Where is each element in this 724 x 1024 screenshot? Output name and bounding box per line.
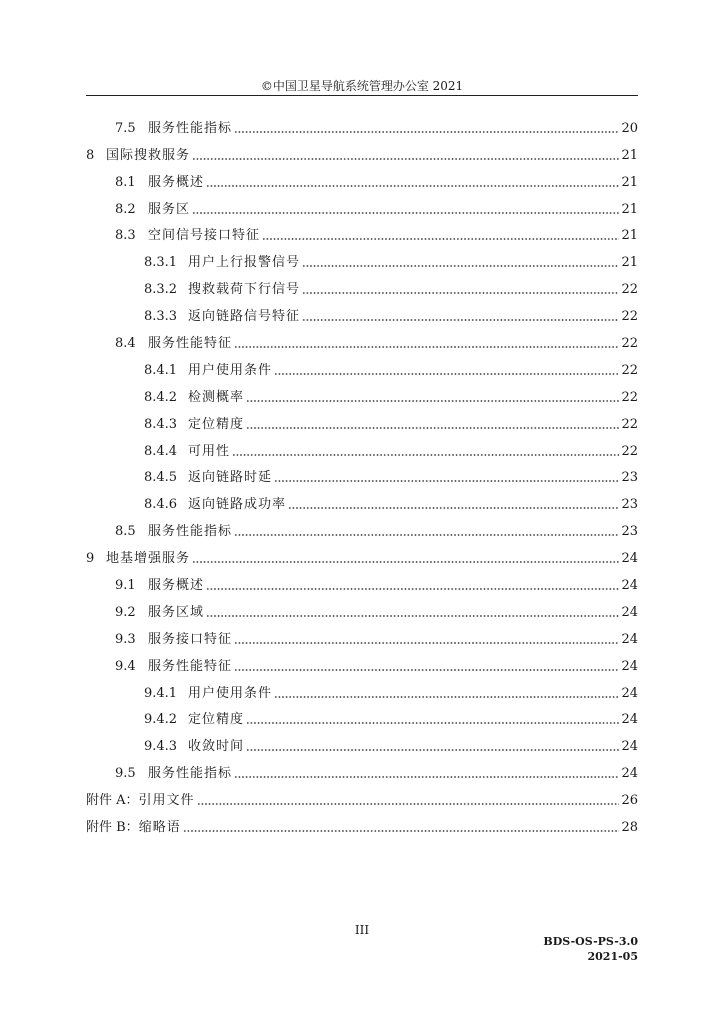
- dot-leader: [274, 372, 619, 376]
- toc-entry-page: 22: [621, 389, 638, 405]
- toc-entry-number: 9.4: [115, 658, 136, 674]
- toc-entry-number: 9.4.3: [144, 739, 178, 755]
- toc-entry-number: 8.3.1: [144, 255, 178, 271]
- toc-entry-page: 20: [621, 120, 638, 136]
- toc-entry[interactable]: [86, 222, 638, 249]
- toc-entry-page: 22: [621, 309, 638, 325]
- toc-entry-page: 24: [621, 712, 638, 728]
- toc-entry-number: 8.4.1: [144, 362, 178, 378]
- dot-leader: [192, 211, 619, 215]
- toc-entry-page: 22: [621, 416, 638, 432]
- dot-leader: [183, 829, 620, 833]
- toc-entry-title: 服务性能指标: [148, 524, 233, 540]
- dot-leader: [232, 453, 619, 457]
- toc-entry-number: 附件 B：: [86, 820, 139, 836]
- toc-entry-title: 用户上行报警信号: [188, 255, 301, 271]
- toc-entry-title: 服务接口特征: [148, 631, 233, 647]
- dot-leader: [234, 641, 619, 645]
- dot-leader: [234, 668, 619, 672]
- toc-entry-number: 8.4.6: [144, 497, 178, 513]
- toc-entry[interactable]: [86, 329, 638, 356]
- toc-entry-title: 服务概述: [148, 578, 205, 594]
- toc-entry-number: 9.1: [115, 578, 136, 594]
- toc-entry[interactable]: [86, 302, 638, 329]
- toc-entry-title: 地基增强服务: [106, 551, 191, 567]
- dot-leader: [234, 533, 619, 537]
- dot-leader: [302, 318, 619, 322]
- toc-entry-number: 8.4.5: [144, 470, 178, 486]
- toc-entry-title: 服务性能指标: [148, 766, 233, 782]
- toc-entry[interactable]: [86, 759, 638, 786]
- toc-entry-page: 24: [621, 551, 638, 567]
- toc-entry-number: 8.5: [115, 524, 136, 540]
- toc-entry[interactable]: [86, 625, 638, 652]
- toc-entry[interactable]: [86, 114, 638, 141]
- toc-entry-title: 缩略语: [138, 820, 181, 836]
- dot-leader: [197, 802, 620, 806]
- document-id: BDS-OS-PS-3.0: [543, 935, 638, 948]
- toc-entry-title: 用户使用条件: [188, 685, 273, 701]
- toc-entry-number: 9.5: [115, 766, 136, 782]
- toc-entry-title: 返向链路信号特征: [188, 309, 301, 325]
- toc-entry[interactable]: [86, 598, 638, 625]
- toc-entry-number: 8.4: [115, 336, 136, 352]
- dot-leader: [288, 506, 619, 510]
- toc-entry-number: 8.3: [115, 228, 136, 244]
- toc-entry-title: 服务性能特征: [148, 658, 233, 674]
- dot-leader: [246, 426, 619, 430]
- toc-entry[interactable]: [86, 679, 638, 706]
- toc-entry-number: 9.3: [115, 631, 136, 647]
- toc-entry-page: 28: [621, 820, 638, 836]
- toc-entry-page: 24: [621, 766, 638, 782]
- toc-entry[interactable]: [86, 813, 638, 840]
- toc-entry-page: 21: [621, 147, 638, 163]
- toc-entry-title: 服务概述: [148, 174, 205, 190]
- dot-leader: [246, 399, 619, 403]
- toc-entry-number: 9.4.1: [144, 685, 178, 701]
- toc-entry-title: 返向链路成功率: [188, 497, 287, 513]
- toc-entry[interactable]: [86, 464, 638, 491]
- table-of-contents: [86, 114, 638, 840]
- toc-entry[interactable]: [86, 275, 638, 302]
- toc-entry-number: 9.2: [115, 604, 136, 620]
- dot-leader: [192, 157, 619, 161]
- toc-entry[interactable]: [86, 732, 638, 759]
- dot-leader: [234, 345, 619, 349]
- toc-entry-number: 7.5: [115, 120, 136, 136]
- toc-entry[interactable]: [86, 517, 638, 544]
- toc-entry-title: 用户使用条件: [188, 362, 273, 378]
- toc-entry[interactable]: [86, 356, 638, 383]
- toc-entry-page: 22: [621, 282, 638, 298]
- toc-entry-page: 21: [621, 174, 638, 190]
- toc-entry-number: 8.4.2: [144, 389, 178, 405]
- toc-entry[interactable]: [86, 248, 638, 275]
- toc-entry-number: 8.3.3: [144, 309, 178, 325]
- toc-entry-title: 服务性能特征: [148, 336, 233, 352]
- toc-entry[interactable]: [86, 544, 638, 571]
- toc-entry-number: 附件 A：: [86, 793, 139, 809]
- toc-entry-title: 引用文件: [138, 793, 195, 809]
- toc-entry-title: 空间信号接口特征: [148, 228, 261, 244]
- toc-entry-page: 24: [621, 658, 638, 674]
- toc-entry-title: 搜救载荷下行信号: [188, 282, 301, 298]
- dot-leader: [302, 291, 619, 295]
- toc-entry-title: 服务区域: [148, 604, 205, 620]
- dot-leader: [234, 130, 619, 134]
- dot-leader: [206, 184, 619, 188]
- dot-leader: [274, 695, 619, 699]
- toc-entry-page: 21: [621, 255, 638, 271]
- dot-leader: [206, 587, 619, 591]
- dot-leader: [234, 775, 619, 779]
- page-header: ©中国卫星导航系统管理办公室 2021: [260, 79, 464, 93]
- toc-entry-page: 23: [621, 470, 638, 486]
- toc-entry[interactable]: [86, 652, 638, 679]
- toc-entry-number: 8.3.2: [144, 282, 178, 298]
- toc-entry-page: 21: [621, 201, 638, 217]
- toc-entry[interactable]: [86, 437, 638, 464]
- toc-entry[interactable]: [86, 383, 638, 410]
- toc-entry-page: 24: [621, 604, 638, 620]
- document-date: 2021-05: [587, 950, 638, 963]
- toc-entry-number: 8.4.3: [144, 416, 178, 432]
- dot-leader: [246, 748, 619, 752]
- toc-entry-title: 返向链路时延: [188, 470, 273, 486]
- toc-entry[interactable]: [86, 410, 638, 437]
- toc-entry-title: 服务性能指标: [148, 120, 233, 136]
- toc-entry-page: 24: [621, 631, 638, 647]
- toc-entry-title: 定位精度: [188, 712, 245, 728]
- dot-leader: [206, 614, 619, 618]
- toc-entry-title: 收敛时间: [188, 739, 245, 755]
- toc-entry-number: 8: [86, 147, 95, 163]
- dot-leader: [192, 560, 619, 564]
- toc-entry-page: 24: [621, 578, 638, 594]
- toc-entry[interactable]: [86, 706, 638, 733]
- dot-leader: [246, 721, 619, 725]
- toc-entry-page: 22: [621, 362, 638, 378]
- toc-entry[interactable]: [86, 571, 638, 598]
- toc-entry-page: 26: [621, 793, 638, 809]
- toc-entry-page: 23: [621, 524, 638, 540]
- dot-leader: [302, 264, 619, 268]
- toc-entry-page: 24: [621, 739, 638, 755]
- header-rule: [86, 95, 638, 96]
- toc-entry-number: 9.4.2: [144, 712, 178, 728]
- toc-entry[interactable]: [86, 168, 638, 195]
- toc-entry-page: 22: [621, 443, 638, 459]
- toc-entry[interactable]: [86, 786, 638, 813]
- toc-entry-title: 定位精度: [188, 416, 245, 432]
- dot-leader: [274, 479, 619, 483]
- dot-leader: [262, 237, 619, 241]
- toc-entry-page: 22: [621, 336, 638, 352]
- toc-entry-page: 24: [621, 685, 638, 701]
- toc-entry[interactable]: [86, 195, 638, 222]
- toc-entry-title: 可用性: [188, 443, 231, 459]
- toc-entry-page: 21: [621, 228, 638, 244]
- toc-entry-title: 服务区: [148, 201, 191, 217]
- toc-entry-number: 8.1: [115, 174, 136, 190]
- toc-entry-title: 国际搜救服务: [106, 147, 191, 163]
- toc-entry-number: 9: [86, 551, 95, 567]
- page-number: III: [354, 923, 370, 937]
- toc-entry[interactable]: [86, 490, 638, 517]
- toc-entry-number: 8.4.4: [144, 443, 178, 459]
- toc-entry-number: 8.2: [115, 201, 136, 217]
- toc-entry-page: 23: [621, 497, 638, 513]
- toc-entry-title: 检测概率: [188, 389, 245, 405]
- toc-entry[interactable]: [86, 141, 638, 168]
